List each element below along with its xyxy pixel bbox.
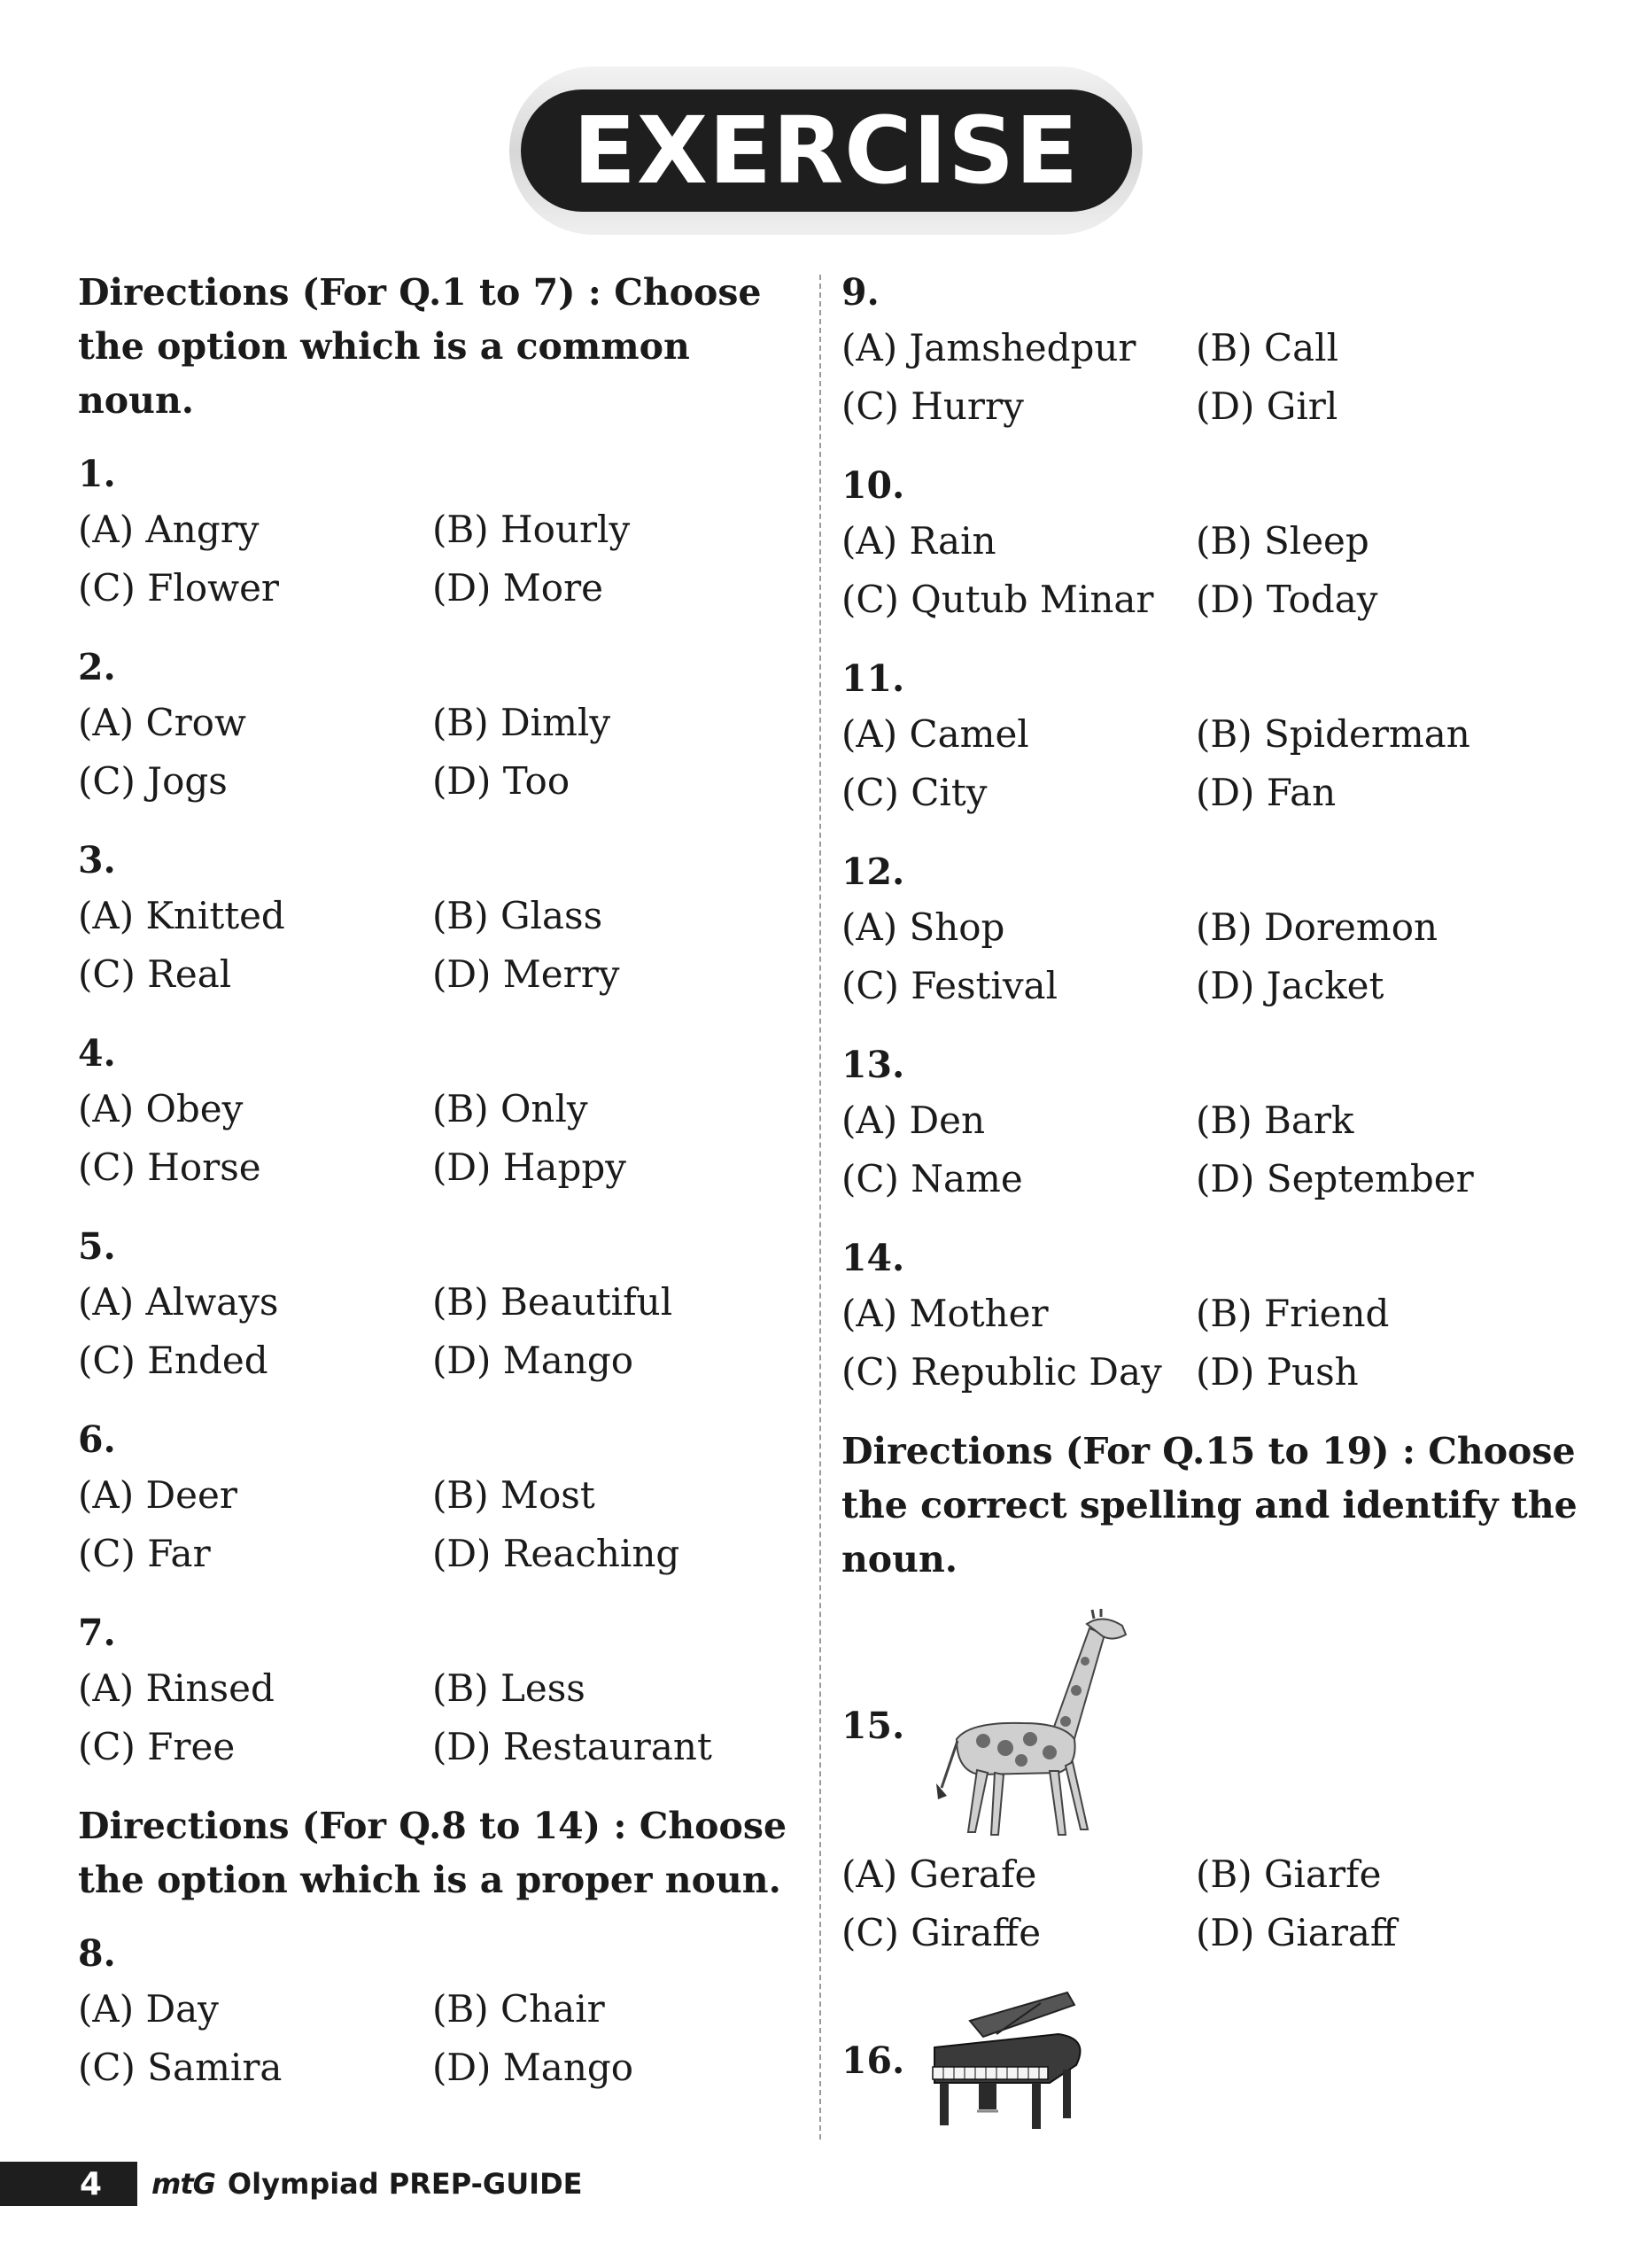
- question-5: [78, 1220, 804, 1390]
- question-9: [841, 266, 1603, 436]
- question-12: [841, 845, 1603, 1015]
- question-4: [78, 1027, 804, 1197]
- option-d: (D) Mango: [432, 1339, 634, 1382]
- option-c: (C) Samira: [78, 2046, 283, 2089]
- option-a: (A) Den: [841, 1099, 986, 1142]
- question-1: [78, 447, 804, 617]
- brand-name: Olympiad PREP-GUIDE: [227, 2167, 583, 2201]
- question-2: [78, 641, 804, 811]
- question-15: [841, 1606, 1603, 1962]
- option-c: (C) Real: [78, 952, 232, 996]
- question-11: [841, 652, 1603, 822]
- option-d: (D) Too: [432, 759, 570, 803]
- question-3: [78, 834, 804, 1004]
- option-a: (A) Mother: [841, 1292, 1049, 1335]
- question-number: 10.: [841, 464, 905, 507]
- grand-piano-illustration: [917, 1985, 1094, 2136]
- option-c: (C) Flower: [78, 566, 280, 610]
- option-c: (C) Ended: [78, 1339, 268, 1382]
- question-number: 16.: [841, 2039, 905, 2082]
- question-number: 1.: [78, 453, 116, 495]
- option-b: (B) Spiderman: [1196, 712, 1470, 756]
- option-b: (B) Less: [432, 1666, 585, 1710]
- option-d: (D) Restaurant: [432, 1725, 712, 1768]
- page-title: EXERCISE: [521, 89, 1132, 212]
- option-b: (B) Call: [1196, 326, 1339, 369]
- option-d: (D) Girl: [1196, 384, 1338, 428]
- option-a: (A) Rain: [841, 519, 996, 563]
- option-c: (C) Qutub Minar: [841, 578, 1154, 621]
- option-b: (B) Bark: [1196, 1099, 1354, 1142]
- question-number: 12.: [841, 850, 905, 893]
- option-a: (A) Angry: [78, 508, 260, 551]
- directions-q8-14: Directions (For Q.8 to 14) : Choose the option which is a proper noun.: [78, 1805, 787, 1901]
- page-number: 4: [0, 2162, 137, 2206]
- directions-q15-19: Directions (For Q.15 to 19) : Choose the correct spelling and identify the noun.: [841, 1430, 1578, 1581]
- option-a: (A) Deer: [78, 1473, 237, 1517]
- option-a: (A) Camel: [841, 712, 1029, 756]
- question-number: 8.: [78, 1932, 116, 1975]
- directions-q1-7: Directions (For Q.1 to 7) : Choose the option which is a common noun.: [78, 271, 762, 422]
- option-b: (B) Giarfe: [1196, 1852, 1382, 1896]
- page-footer: [0, 2162, 886, 2206]
- option-c: (C) Hurry: [841, 384, 1024, 428]
- option-c: (C) Name: [841, 1157, 1023, 1200]
- option-c: (C) Far: [78, 1532, 211, 1575]
- option-a: (A) Obey: [78, 1087, 244, 1130]
- option-c: (C) Free: [78, 1725, 236, 1768]
- option-a: (A) Shop: [841, 905, 1005, 949]
- question-7: [78, 1606, 804, 1776]
- question-number: 14.: [841, 1237, 905, 1279]
- right-column: [841, 266, 1603, 2159]
- option-d: (D) Merry: [432, 952, 620, 996]
- question-number: 9.: [841, 271, 880, 314]
- option-c: (C) Giraffe: [841, 1911, 1042, 1954]
- option-b: (B) Hourly: [432, 508, 631, 551]
- option-a: (A) Jamshedpur: [841, 326, 1136, 369]
- question-number: 4.: [78, 1032, 116, 1075]
- option-b: (B) Chair: [432, 1987, 605, 2031]
- exercise-banner: [509, 66, 1143, 235]
- option-b: (B) Most: [432, 1473, 595, 1517]
- option-d: (D) Giaraff: [1196, 1911, 1397, 1954]
- option-d: (D) Happy: [432, 1146, 626, 1189]
- option-b: (B) Friend: [1196, 1292, 1390, 1335]
- option-d: (D) Mango: [432, 2046, 634, 2089]
- question-number: 5.: [78, 1225, 116, 1268]
- option-d: (D) Push: [1196, 1350, 1359, 1394]
- question-number: 2.: [78, 646, 116, 688]
- option-b: (B) Beautiful: [432, 1280, 673, 1324]
- question-13: [841, 1038, 1603, 1208]
- option-d: (D) Fan: [1196, 771, 1337, 814]
- option-d: (D) Reaching: [432, 1532, 680, 1575]
- option-c: (C) Republic Day: [841, 1350, 1162, 1394]
- mtg-logo: mtG: [151, 2167, 215, 2201]
- option-c: (C) Horse: [78, 1146, 261, 1189]
- option-c: (C) Jogs: [78, 759, 228, 803]
- question-number: 7.: [78, 1612, 116, 1654]
- option-a: (A) Crow: [78, 701, 246, 744]
- option-b: (B) Dimly: [432, 701, 611, 744]
- question-14: [841, 1231, 1603, 1402]
- option-b: (B) Doremon: [1196, 905, 1438, 949]
- question-number: 3.: [78, 839, 116, 882]
- question-6: [78, 1413, 804, 1583]
- option-d: (D) More: [432, 566, 604, 610]
- option-b: (B) Glass: [432, 894, 603, 937]
- left-column: [78, 266, 804, 2120]
- question-8: [78, 1927, 804, 2097]
- column-divider: [819, 275, 821, 2140]
- option-d: (D) Today: [1196, 578, 1378, 621]
- question-16: [841, 1985, 1603, 2136]
- question-number: 15.: [841, 1705, 905, 1747]
- option-a: (A) Rinsed: [78, 1666, 275, 1710]
- option-b: (B) Only: [432, 1087, 588, 1130]
- giraffe-illustration: [917, 1606, 1129, 1845]
- option-c: (C) Festival: [841, 964, 1058, 1007]
- option-a: (A) Knitted: [78, 894, 285, 937]
- question-number: 11.: [841, 657, 905, 700]
- option-d: (D) September: [1196, 1157, 1474, 1200]
- option-b: (B) Sleep: [1196, 519, 1369, 563]
- question-number: 6.: [78, 1418, 116, 1461]
- option-d: (D) Jacket: [1196, 964, 1384, 1007]
- option-a: (A) Always: [78, 1280, 279, 1324]
- question-10: [841, 459, 1603, 629]
- option-a: (A) Day: [78, 1987, 219, 2031]
- question-number: 13.: [841, 1044, 905, 1086]
- option-c: (C) City: [841, 771, 988, 814]
- option-a: (A) Gerafe: [841, 1852, 1037, 1896]
